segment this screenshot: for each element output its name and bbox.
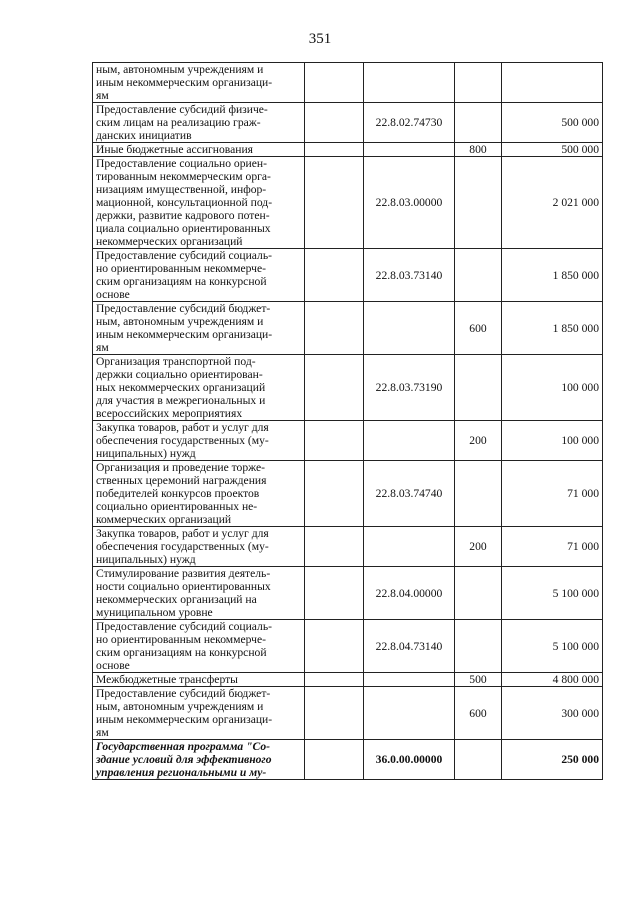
row-name-line: Предоставление субсидий социаль-	[96, 249, 272, 262]
table-row	[93, 740, 603, 780]
expense-type-cell	[455, 461, 502, 527]
empty-cell	[305, 63, 364, 103]
row-name-line: всероссийских мероприятиях	[96, 407, 243, 420]
empty-cell	[305, 687, 364, 740]
amount-cell: 300 000	[502, 687, 603, 740]
row-name-line: ственных церемоний награждения	[96, 474, 267, 487]
amount-cell: 250 000	[502, 740, 603, 780]
row-name-line: победителей конкурсов проектов	[96, 487, 260, 500]
row-name-line: Предоставление субсидий социаль-	[96, 620, 272, 633]
expense-type-cell	[455, 740, 502, 780]
expense-type-cell	[455, 567, 502, 620]
row-name-line: Государственная программа "Со-	[96, 740, 271, 753]
row-name-line: ям	[96, 726, 109, 739]
row-name-line: некоммерческих организаций на	[96, 593, 257, 606]
table-row	[93, 157, 603, 249]
row-name-line: обеспечения государственных (му-	[96, 434, 269, 447]
row-name-line: Межбюджетные трансферты	[96, 673, 238, 686]
row-name-cell	[93, 740, 305, 780]
classification-code-cell	[364, 63, 455, 103]
table-row	[93, 302, 603, 355]
table-row	[93, 527, 603, 567]
row-name-line: Предоставление субсидий бюджет-	[96, 302, 271, 315]
row-name-cell	[93, 527, 305, 567]
row-name-line: Организация и проведение торже-	[96, 461, 266, 474]
empty-cell	[305, 249, 364, 302]
empty-cell	[305, 461, 364, 527]
amount-cell: 500 000	[502, 143, 603, 157]
page-number: 351	[308, 31, 332, 47]
expense-type-cell: 500	[455, 673, 502, 687]
classification-code-cell	[364, 302, 455, 355]
empty-cell	[305, 673, 364, 687]
empty-cell	[305, 567, 364, 620]
row-name-cell	[93, 302, 305, 355]
classification-code-cell	[364, 421, 455, 461]
classification-code-cell: 22.8.03.73140	[364, 249, 455, 302]
classification-code-cell	[364, 673, 455, 687]
row-name-line: держки социально ориентирован-	[96, 368, 263, 381]
classification-code-cell: 36.0.00.00000	[364, 740, 455, 780]
row-name-line: Предоставление социально ориен-	[96, 157, 267, 170]
row-name-cell	[93, 687, 305, 740]
table-row	[93, 461, 603, 527]
row-name-line: социально ориентированных не-	[96, 500, 258, 513]
table-row	[93, 355, 603, 421]
row-name-line: ниципальных) нужд	[96, 447, 196, 460]
row-name-line: ным, автономным учреждениям и	[96, 700, 264, 713]
empty-cell	[305, 740, 364, 780]
row-name-line: Закупка товаров, работ и услуг для	[96, 421, 269, 434]
row-name-line: ным, автономным учреждениям и	[96, 63, 264, 76]
row-name-line: Иные бюджетные ассигнования	[96, 143, 253, 156]
row-name-line: муниципальном уровне	[96, 606, 213, 619]
table-row	[93, 249, 603, 302]
amount-cell: 100 000	[502, 421, 603, 461]
empty-cell	[305, 157, 364, 249]
table-row	[93, 421, 603, 461]
expense-type-cell: 200	[455, 527, 502, 567]
row-name-cell	[93, 421, 305, 461]
row-name-line: мационной, консультационной под-	[96, 196, 273, 209]
table-row	[93, 567, 603, 620]
row-name-line: основе	[96, 659, 130, 672]
budget-table-body	[93, 63, 603, 780]
row-name-cell	[93, 620, 305, 673]
expense-type-cell	[455, 157, 502, 249]
amount-cell	[502, 63, 603, 103]
row-name-line: иным некоммерческим организаци-	[96, 76, 273, 89]
row-name-line: ниципальных) нужд	[96, 553, 196, 566]
row-name-cell	[93, 355, 305, 421]
row-name-cell	[93, 143, 305, 157]
row-name-line: ным, автономным учреждениям и	[96, 315, 264, 328]
row-name-line: Предоставление субсидий физиче-	[96, 103, 268, 116]
amount-cell: 1 850 000	[502, 302, 603, 355]
empty-cell	[305, 527, 364, 567]
row-name-cell	[93, 249, 305, 302]
classification-code-cell: 22.8.04.73140	[364, 620, 455, 673]
classification-code-cell: 22.8.02.74730	[364, 103, 455, 143]
row-name-line: но ориентированным некоммерче-	[96, 633, 266, 646]
row-name-line: Стимулирование развития деятель-	[96, 567, 271, 580]
row-name-line: Предоставление субсидий бюджет-	[96, 687, 271, 700]
amount-cell: 4 800 000	[502, 673, 603, 687]
table-row	[93, 63, 603, 103]
row-name-line: ям	[96, 341, 109, 354]
empty-cell	[305, 103, 364, 143]
row-name-line: держки, развитие кадрового потен-	[96, 209, 270, 222]
expense-type-cell: 200	[455, 421, 502, 461]
empty-cell	[305, 302, 364, 355]
amount-cell: 2 021 000	[502, 157, 603, 249]
expense-type-cell	[455, 620, 502, 673]
amount-cell: 5 100 000	[502, 620, 603, 673]
classification-code-cell: 22.8.03.74740	[364, 461, 455, 527]
row-name-cell	[93, 567, 305, 620]
table-row	[93, 620, 603, 673]
classification-code-cell: 22.8.04.00000	[364, 567, 455, 620]
row-name-line: для участия в межрегиональных и	[96, 394, 266, 407]
row-name-cell	[93, 673, 305, 687]
row-name-line: ных некоммерческих организаций	[96, 381, 266, 394]
amount-cell: 5 100 000	[502, 567, 603, 620]
expense-type-cell	[455, 355, 502, 421]
row-name-line: Закупка товаров, работ и услуг для	[96, 527, 269, 540]
classification-code-cell	[364, 143, 455, 157]
row-name-cell	[93, 103, 305, 143]
empty-cell	[305, 143, 364, 157]
expense-type-cell	[455, 249, 502, 302]
row-name-line: ским организациям на конкурсной	[96, 275, 267, 288]
row-name-line: данских инициатив	[96, 129, 192, 142]
expense-type-cell	[455, 63, 502, 103]
row-name-line: основе	[96, 288, 130, 301]
table-row	[93, 143, 603, 157]
table-row	[93, 103, 603, 143]
row-name-line: но ориентированным некоммерче-	[96, 262, 266, 275]
empty-cell	[305, 620, 364, 673]
empty-cell	[305, 421, 364, 461]
table-row	[93, 673, 603, 687]
row-name-line: ским лицам на реализацию граж-	[96, 116, 261, 129]
table-row	[93, 687, 603, 740]
row-name-line: иным некоммерческим организаци-	[96, 713, 273, 726]
budget-table	[92, 62, 603, 780]
expense-type-cell: 600	[455, 687, 502, 740]
row-name-line: ности социально ориентированных	[96, 580, 271, 593]
amount-cell: 71 000	[502, 461, 603, 527]
amount-cell: 500 000	[502, 103, 603, 143]
row-name-cell	[93, 461, 305, 527]
row-name-line: некоммерческих организаций	[96, 235, 243, 248]
row-name-cell	[93, 157, 305, 249]
classification-code-cell: 22.8.03.73190	[364, 355, 455, 421]
expense-type-cell: 800	[455, 143, 502, 157]
row-name-line: здание условий для эффективного	[96, 753, 272, 766]
row-name-line: низациям имущественной, инфор-	[96, 183, 267, 196]
row-name-line: тированным некоммерческим орга-	[96, 170, 271, 183]
row-name-line: обеспечения государственных (му-	[96, 540, 269, 553]
amount-cell: 100 000	[502, 355, 603, 421]
row-name-line: иным некоммерческим организаци-	[96, 328, 273, 341]
row-name-line: Организация транспортной под-	[96, 355, 256, 368]
classification-code-cell	[364, 687, 455, 740]
row-name-cell	[93, 63, 305, 103]
row-name-line: циала социально ориентированных	[96, 222, 271, 235]
classification-code-cell: 22.8.03.00000	[364, 157, 455, 249]
empty-cell	[305, 355, 364, 421]
expense-type-cell: 600	[455, 302, 502, 355]
classification-code-cell	[364, 527, 455, 567]
row-name-line: управления региональными и му-	[96, 766, 267, 779]
row-name-line: коммерческих организаций	[96, 513, 232, 526]
row-name-line: ям	[96, 89, 109, 102]
row-name-line: ским организациям на конкурсной	[96, 646, 267, 659]
amount-cell: 1 850 000	[502, 249, 603, 302]
expense-type-cell	[455, 103, 502, 143]
amount-cell: 71 000	[502, 527, 603, 567]
